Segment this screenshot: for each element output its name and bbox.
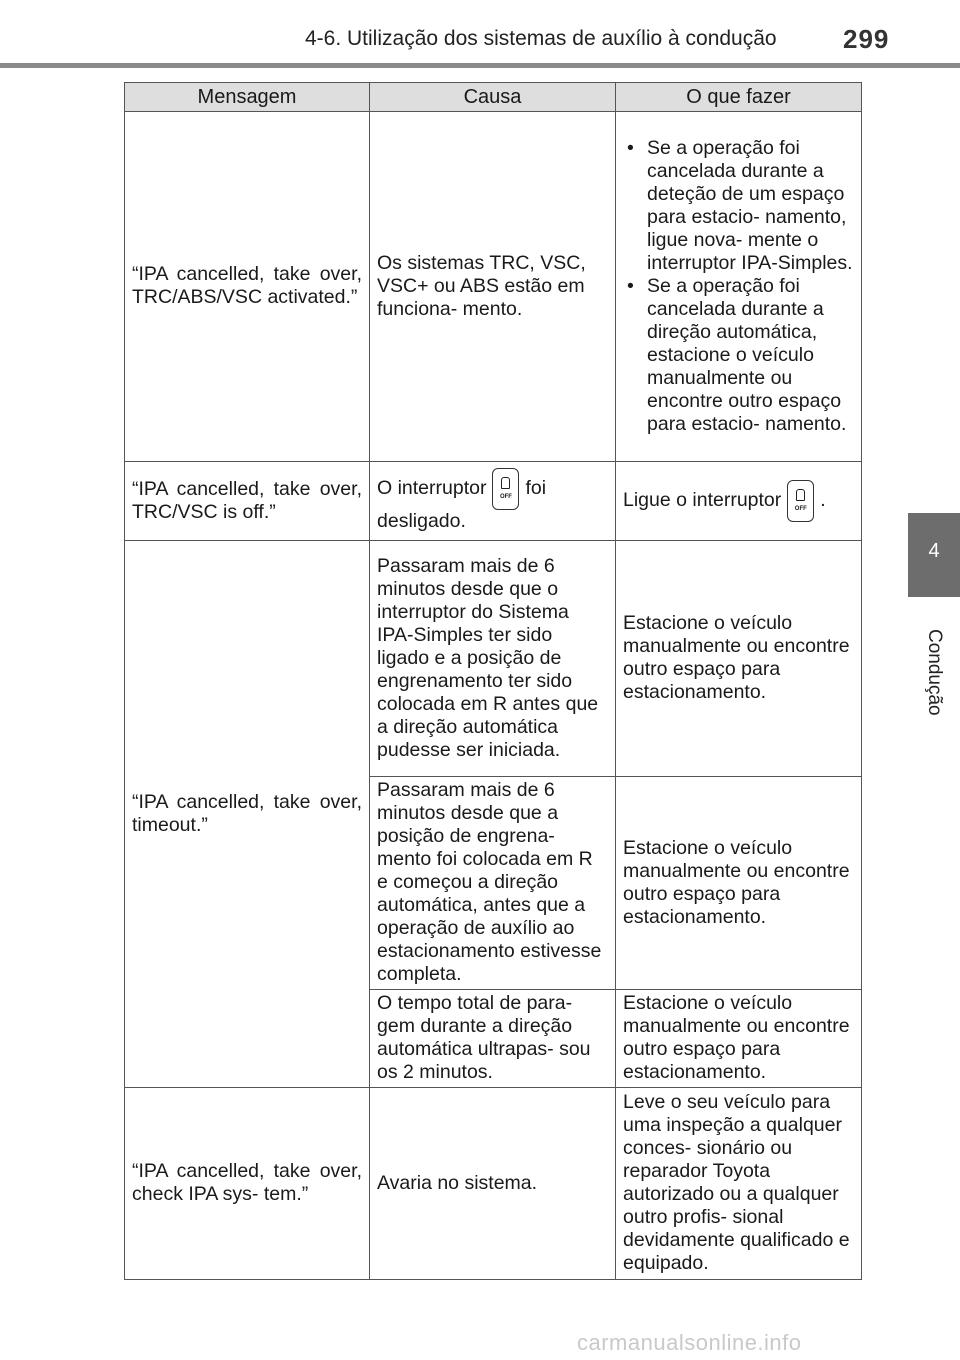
cause-cell: Passaram mais de 6 minutos desde que a posição de engrena- mento foi colocada em R e começou a direção automática, antes que a operação de auxílio ao estacionamento estivesse completa. — [370, 777, 616, 990]
action-list — [623, 137, 854, 436]
action-cell: Estacione o veículo manualmente ou encontre outro espaço para estacionamento. — [616, 777, 862, 990]
chapter-label: Condução — [924, 629, 945, 716]
chapter-number: 4 — [928, 540, 940, 562]
header-rule — [0, 63, 960, 68]
watermark: carmanualsonline.info — [577, 1330, 802, 1355]
chapter-tab[interactable] — [908, 513, 960, 597]
message-table — [124, 82, 862, 1280]
table-row — [125, 1088, 862, 1280]
cause-text-after: foi desligado. — [377, 477, 547, 532]
message-cell: “IPA cancelled, take over, TRC/ABS/VSC activated.” — [125, 112, 370, 462]
action-cell: Estacione o veículo manualmente ou encontre outro espaço para estacionamento. — [616, 541, 862, 777]
column-header-cause: Causa — [370, 83, 616, 112]
cause-cell: Os sistemas TRC, VSC, VSC+ ou ABS estão em funciona- mento. — [370, 112, 616, 462]
message-cell: “IPA cancelled, take over, check IPA sys- tem.” — [125, 1088, 370, 1280]
action-text-after: . — [820, 488, 826, 511]
message-cell: “IPA cancelled, take over, timeout.” — [125, 541, 370, 1088]
column-header-action: O que fazer — [616, 83, 862, 112]
table-row — [125, 541, 862, 777]
icon-off-label: OFF — [499, 494, 512, 500]
cause-cell: Passaram mais de 6 minutos desde que o interruptor do Sistema IPA-Simples ter sido ligado e a posição de engrenamento ter sido colocada em R antes que a direção automática pudesse ser iniciada. — [370, 541, 616, 777]
cause-cell: O tempo total de para- gem durante a direção automática ultrapas- sou os 2 minutos. — [370, 990, 616, 1088]
table-row — [125, 112, 862, 462]
action-cell: Leve o seu veículo para uma inspeção a qualquer conces- sionário ou reparador Toyota autorizado ou a qualquer outro profis- sional devidamente qualificado e equipado. — [616, 1088, 862, 1280]
ipa-switch-icon — [787, 480, 814, 522]
icon-off-label: OFF — [794, 505, 807, 512]
table-header-row — [125, 83, 862, 112]
cause-cell: Avaria no sistema. — [370, 1088, 616, 1280]
list-item: • Se a operação foi cancelada durante a direção automática, estacione o veículo manualmente ou encontre outro espaço para estacio- namento. — [623, 275, 854, 436]
action-cell: Estacione o veículo manualmente ou encontre outro espaço para estacionamento. — [616, 990, 862, 1088]
table-row — [125, 462, 862, 541]
action-text-before: Ligue o interruptor — [623, 488, 782, 511]
column-header-message: Mensagem — [125, 83, 370, 112]
section-title: 4-6. Utilização dos sistemas de auxílio à condução — [305, 27, 777, 50]
cause-text-before: O interruptor — [377, 477, 487, 500]
cause-cell — [370, 462, 616, 541]
message-cell: “IPA cancelled, take over, TRC/VSC is off.” — [125, 462, 370, 541]
action-cell — [616, 112, 862, 462]
page-number: 299 — [843, 24, 890, 54]
list-item: • Se a operação foi cancelada durante a deteção de um espaço para estacio- namento, ligue nova- mente o interruptor IPA-Simples. — [623, 137, 854, 275]
action-cell — [616, 462, 862, 541]
ipa-switch-icon — [492, 468, 519, 510]
